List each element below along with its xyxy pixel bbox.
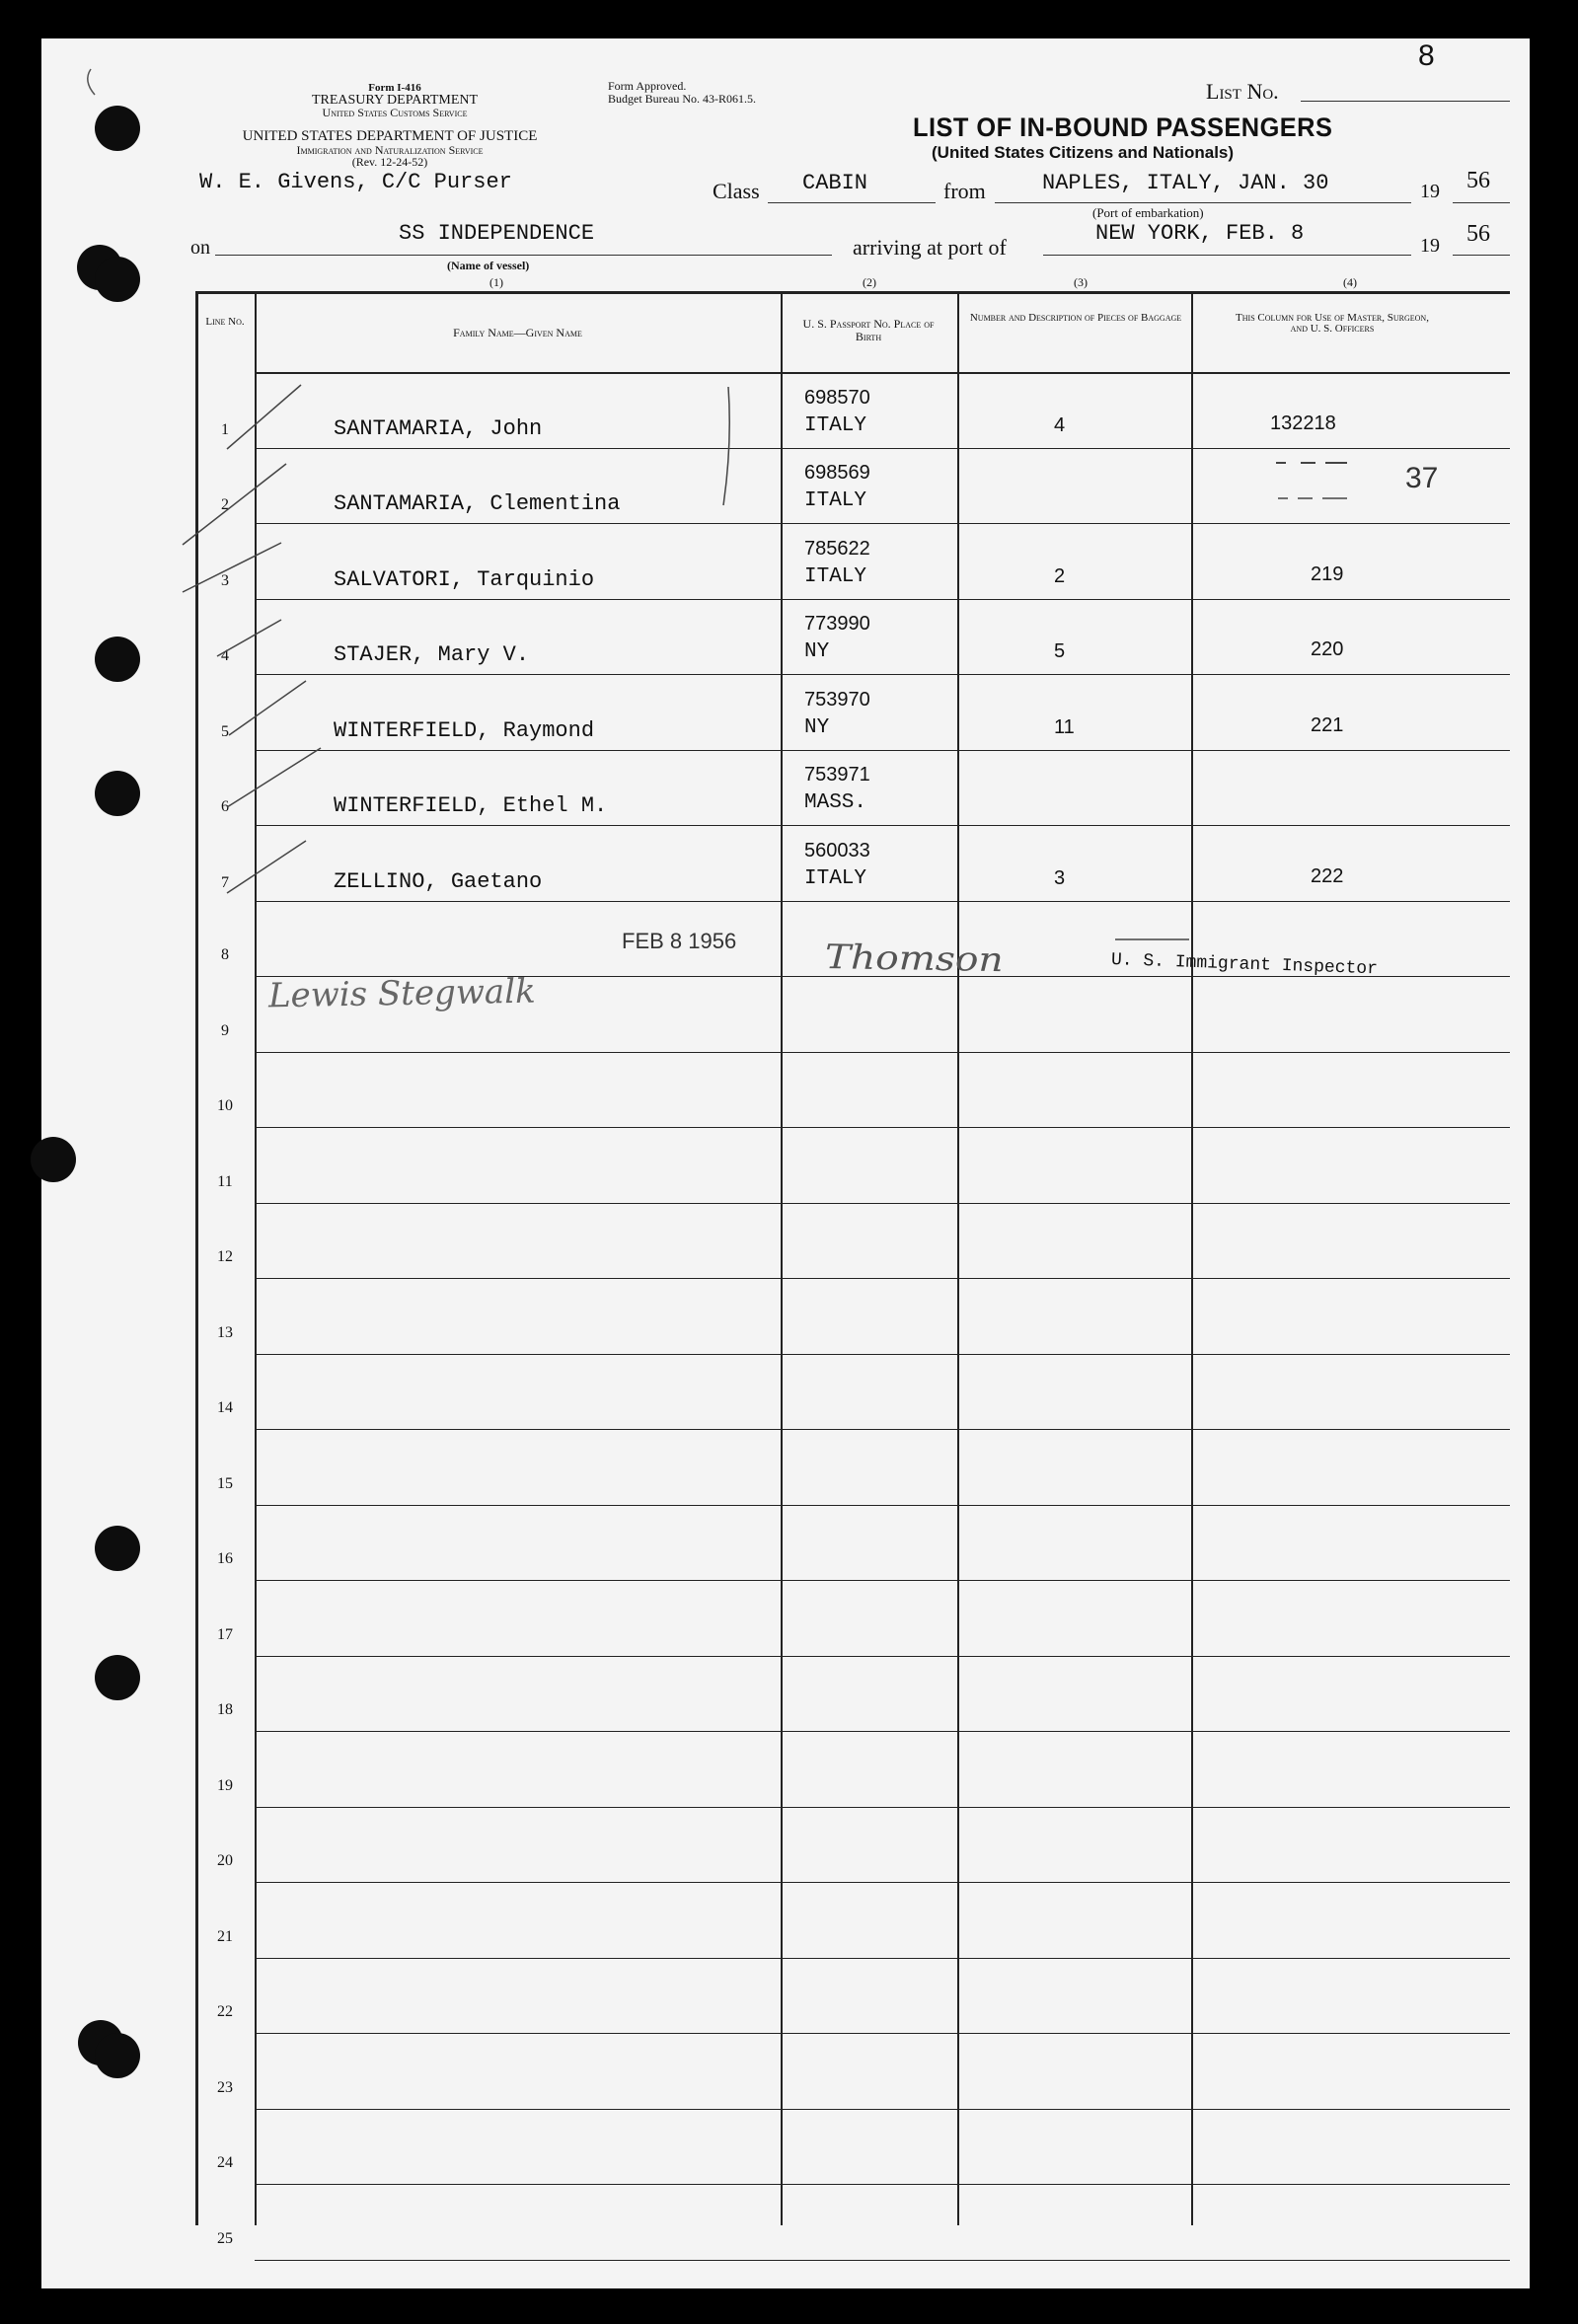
immigration-service: Immigration and Naturalization Service [296,143,484,157]
vessel-caption: (Name of vessel) [447,259,530,272]
line-number: 2 [221,496,229,513]
form-number: Form I-416 [368,82,421,94]
line-number: 10 [217,1097,233,1114]
baggage-count: 5 [1054,640,1066,662]
baggage-count: 11 [1054,715,1075,738]
line-number: 12 [217,1248,233,1265]
vessel-name: SS INDEPENDENCE [399,221,595,246]
list-title: LIST OF IN-BOUND PASSENGERS [913,112,1333,142]
justice-dept: UNITED STATES DEPARTMENT OF JUSTICE [242,128,538,144]
from-year: 56 [1466,168,1490,193]
baggage-count: 2 [1054,564,1066,587]
class-value: CABIN [802,171,868,195]
customs-service: United States Customs Service [322,106,468,119]
check-mark [88,69,95,95]
passenger-name: SALVATORI, Tarquinio [334,566,595,592]
revision-date: (Rev. 12-24-52) [351,155,428,169]
passport-number: 773990 [804,613,870,635]
passenger-name: STAJER, Mary V. [334,642,530,667]
from-value: NAPLES, ITALY, JAN. 30 [1042,171,1329,195]
passenger-name: SANTAMARIA, Clementina [334,491,621,516]
line-number: 11 [217,1172,233,1190]
col-num-3: (3) [1074,275,1088,289]
officer-note: 219 [1311,562,1344,585]
budget-bureau: Budget Bureau No. 43-R061.5. [608,92,756,106]
tick-mark [227,841,306,893]
passport-number: 698569 [804,462,870,484]
line-number: 17 [217,1625,233,1643]
inspection-date-stamp: FEB 8 1956 [622,929,737,953]
line-number: 13 [217,1323,233,1341]
line-number: 19 [217,1776,233,1794]
line-number: 18 [217,1701,233,1718]
passenger-name: ZELLINO, Gaetano [334,868,543,894]
line-number: 16 [217,1550,233,1567]
line-number: 21 [217,1927,233,1945]
tick-mark [229,681,306,735]
line-number: 25 [217,2229,233,2247]
place-of-birth: ITALY [804,564,867,588]
line-number: 3 [221,571,229,589]
officer-note: 37 [1405,462,1439,494]
passenger-name: SANTAMARIA, John [334,415,543,441]
col-header-line-no-text: Line No. [205,316,245,328]
officer-note: 221 [1311,713,1344,736]
line-number: 14 [217,1399,233,1416]
from-label: from [943,179,986,203]
place-of-birth: ITALY [804,413,867,437]
line-number: 4 [221,647,229,664]
list-no-label: List No. [1206,79,1279,104]
officer-note: 222 [1311,864,1344,887]
tick-mark [217,620,281,656]
col-num-4: (4) [1343,275,1357,289]
line-number: 6 [221,798,229,815]
baggage-count: 4 [1054,413,1066,436]
port-embarkation-caption: (Port of embarkation) [1092,205,1204,220]
form-approved: Form Approved. [608,79,687,93]
passenger-name: WINTERFIELD, Ethel M. [334,793,608,818]
line-number: 5 [221,722,229,740]
col-header-name: Family Name—Given Name [453,326,582,339]
tick-mark [183,464,286,545]
col-header-baggage-text: Number and Description of Pieces of Baggage [969,312,1182,324]
tick-mark [227,385,301,449]
from-year-prefix: 19 [1420,181,1440,202]
line-number: 15 [217,1474,233,1492]
line-number: 1 [221,420,229,438]
passport-number: 560033 [804,839,870,862]
inspector-title: U. S. Immigrant Inspector [1110,950,1379,980]
line-number: 23 [217,2078,233,2096]
arrival-year-prefix: 19 [1420,235,1440,257]
bracket-mark [723,387,729,505]
line-number: 20 [217,1852,233,1869]
list-subtitle: (United States Citizens and Nationals) [932,143,1235,162]
tick-mark [183,543,281,592]
officer-note: 220 [1311,638,1344,660]
line-number: 9 [221,1021,229,1039]
on-label: on [190,237,210,259]
col-num-1: (1) [489,275,503,289]
passport-number: 785622 [804,537,870,560]
inspector-signature: Thomson [824,937,1004,981]
place-of-birth: ITALY [804,489,867,512]
purser-name: W. E. Givens, C/C Purser [199,170,512,194]
arrival-value: NEW YORK, FEB. 8 [1095,221,1305,246]
line-number: 7 [221,873,229,891]
place-of-birth: ITALY [804,866,867,890]
tick-mark [227,748,321,807]
page-number: 8 [1418,39,1435,72]
arriving-label: arriving at port of [853,235,1007,260]
treasury-dept: TREASURY DEPARTMENT [311,93,479,108]
passport-number: 698570 [804,386,870,409]
officer-note: 132218 [1270,412,1336,434]
col-header-officers-text: This Column for Use of Master, Surgeon, and U. S. Officers [1236,312,1429,335]
line-number: 24 [217,2154,233,2171]
passport-number: 753971 [804,764,870,786]
arrival-year: 56 [1466,221,1490,247]
passenger-name: WINTERFIELD, Raymond [334,717,595,743]
col-header-passport-text: U. S. Passport No. Place of Birth [802,317,935,343]
place-of-birth: MASS. [804,791,867,814]
passport-number: 753970 [804,688,870,711]
class-label: Class [713,179,760,203]
line-number: 22 [217,2003,233,2020]
line-number: 8 [221,946,229,963]
baggage-count: 3 [1054,866,1066,889]
place-of-birth: NY [804,715,830,739]
purser-signature: Lewis Stegwalk [267,971,536,1016]
col-num-2: (2) [863,275,876,289]
place-of-birth: NY [804,640,830,663]
